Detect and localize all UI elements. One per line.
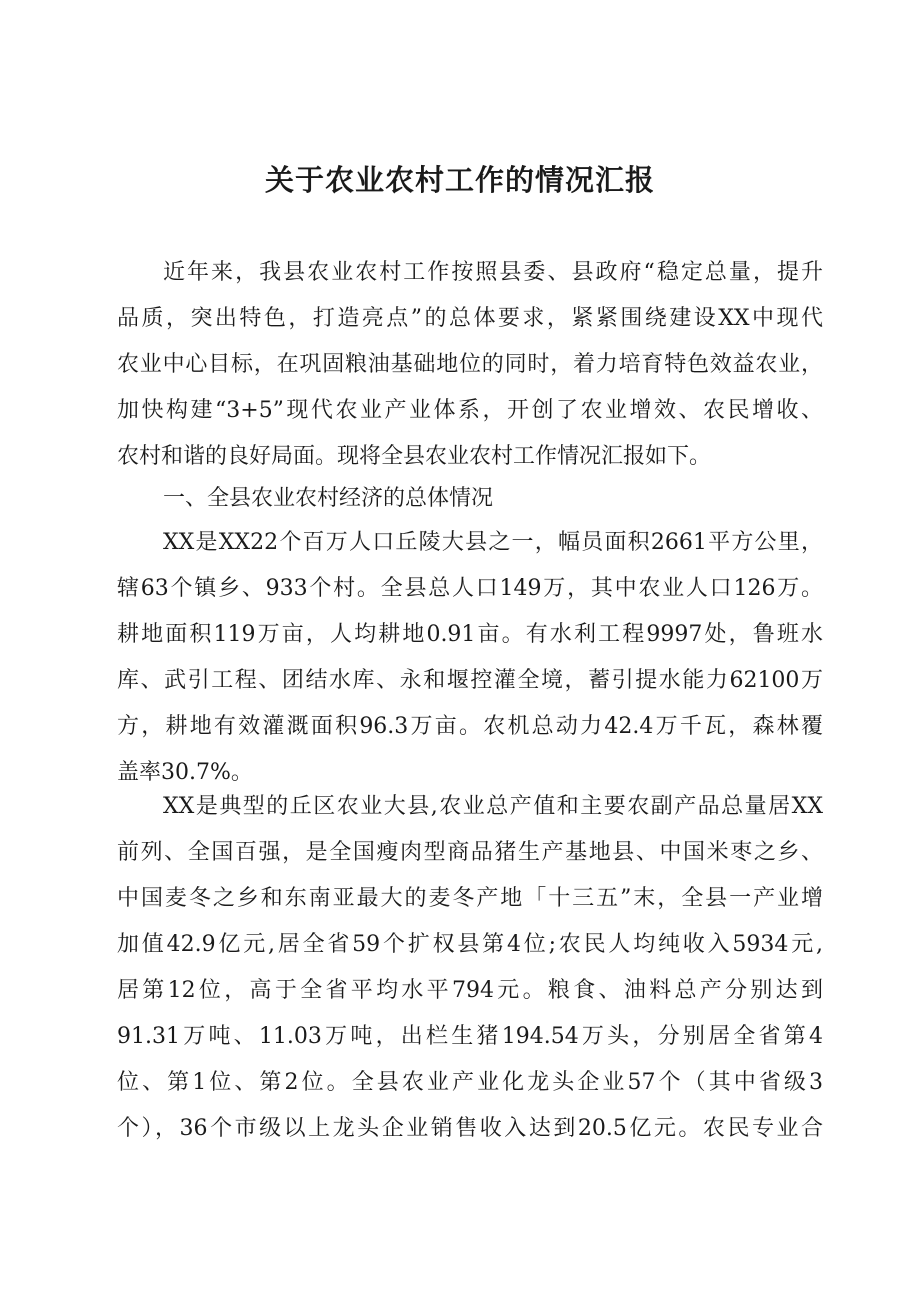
- paragraph-overview: [117, 520, 823, 796]
- text-line: 近年来，我县农业农村工作按照县委、县政府“稳定总量，提升: [163, 260, 823, 285]
- text-line: 方，耕地有效灌溉面积96.3万亩。农机总动力42.4万千瓦，森林覆: [117, 714, 823, 739]
- section-heading: 一、全县农业农村经济的总体情况: [163, 486, 494, 511]
- text-line: 位、第1位、第2位。全县农业产业化龙头企业57个（其中省级3: [117, 1070, 823, 1095]
- text-line: 品质，突出特色，打造亮点”的总体要求，紧紧围绕建设XX中现代: [117, 306, 823, 331]
- text-line: 个），36个市级以上龙头企业销售收入达到20.5亿元。农民专业合: [117, 1116, 823, 1141]
- text-line: 盖率30.7%。: [117, 760, 253, 785]
- text-line: 辖63个镇乡、933个村。全县总人口149万，其中农业人口126万。: [117, 576, 823, 601]
- text-line: XX是典型的丘区农业大县,农业总产值和主要农副产品总量居XX: [163, 794, 823, 819]
- paragraph-intro: [117, 250, 823, 480]
- section-heading-block: [117, 476, 823, 522]
- text-line: 加快构建“3+5”现代农业产业体系，开创了农业增效、农民增收、: [117, 398, 823, 423]
- text-line: 居第12位，高于全省平均水平794元。粮食、油料总产分别达到: [117, 978, 823, 1003]
- text-line: 加值42.9亿元,居全省59个扩权县第4位;农民人均纯收入5934元,: [117, 932, 823, 957]
- text-line: 农业中心目标，在巩固粮油基础地位的同时，着力培育特色效益农业，: [117, 352, 823, 377]
- text-line: 中国麦冬之乡和东南亚最大的麦冬产地「十三五”末，全县一产业增: [117, 886, 823, 911]
- text-line: 91.31万吨、11.03万吨，出栏生猪194.54万头，分别居全省第4: [117, 1024, 823, 1049]
- text-line: 前列、全国百强，是全国瘦肉型商品猪生产基地县、中国米枣之乡、: [117, 840, 823, 865]
- text-line: 农村和谐的良好局面。现将全县农业农村工作情况汇报如下。: [117, 444, 712, 469]
- text-line: 库、武引工程、团结水库、永和堰控灌全境，蓄引提水能力62100万: [117, 668, 823, 693]
- text-line: XX是XX22个百万人口丘陵大县之一，幅员面积2661平方公里，: [163, 530, 823, 555]
- document-title: 关于农业农村工作的情况汇报: [264, 163, 655, 197]
- text-line: 耕地面积119万亩，人均耕地0.91亩。有水利工程9997处，鲁班水: [117, 622, 823, 647]
- paragraph-agriculture-stats: [117, 784, 823, 1152]
